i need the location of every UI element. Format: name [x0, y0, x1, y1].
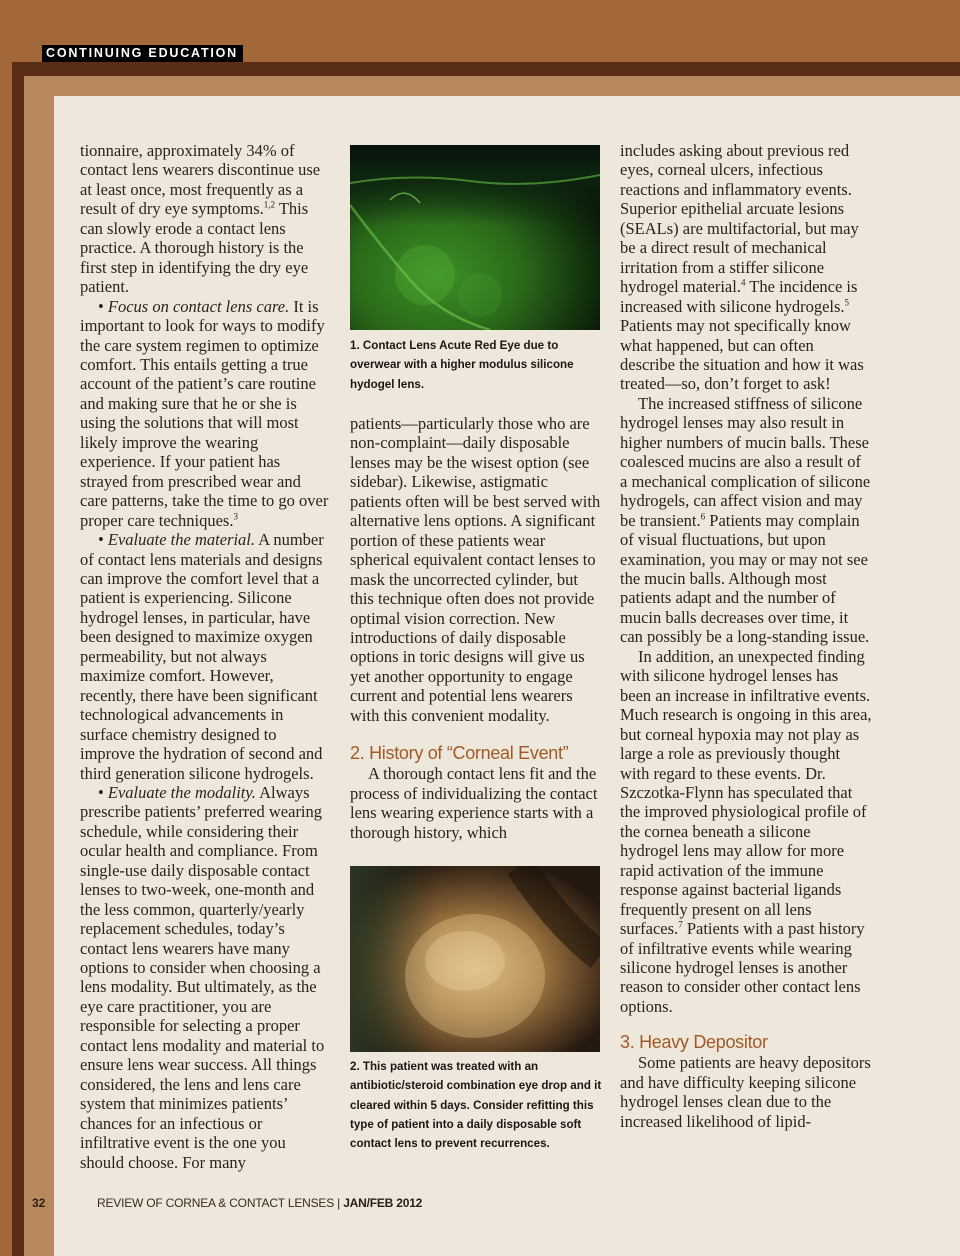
- article-column-middle: [350, 414, 602, 842]
- paragraph: patients—particularly those who are non-complaint—daily disposable lenses may be the wisest option (see sidebar). Likewise, astigmatic patients often will be best served with alternative lens options. A significant portion of these patients wear spherical equivalent contact lenses to mask the uncorrected cylinder, but this technique often does not provide optimal vision correction. New introductions of daily disposable options in toric designs will give us yet another opportunity to engage current and potential lens wearers with this convenient modality.: [350, 414, 601, 725]
- bullet-paragraph: • Focus on contact lens care. It is important to look for ways to modify the care system regimen to optimize comfort. This entails getting a true account of the patient’s care routine and making sure that he or she is using the solutions that will most likely improve the wearing experience. If your patient has strayed from prescribed wear and care patterns, take the time to go over proper care techniques.$^3$: [80, 296, 329, 530]
- figure-1-caption: 1. Contact Lens Acute Red Eye due to overwear with a higher modulus silicone hydogel lens.: [350, 339, 574, 391]
- paragraph: tionnaire, approximately 34% of contact lens wearers discontinue use at least once, most frequently as a result of dry eye symptoms.$^{1,2}$ This can slowly erode a contact lens practice. A thorough history is the first step in identifying the dry eye patient.: [80, 141, 321, 297]
- article-column-right: [620, 141, 872, 1131]
- fluorescein-eye-image: [350, 145, 600, 330]
- figure-1-photo: [350, 145, 600, 330]
- magazine-credit: REVIEW OF CORNEA & CONTACT LENSES | JAN/FEB 2012: [97, 1196, 423, 1210]
- paragraph: includes asking about previous red eyes, corneal ulcers, infectious reactions and inflammatory events. Superior epithelial arcuate lesions (SEALs) are multifactorial, but may be a direct result of mechanical irritation from a stiffer silicone hydrogel material.$^4$ The incidence is increased with silicone hydrogels.$^5$ Patients may not specifically know what happened, but can often describe the situation and how it was treated—so, don’t forget to ask!: [620, 141, 864, 394]
- bullet-lead: Focus on contact lens care.: [107, 296, 290, 316]
- section-heading: 2. History of “Corneal Event”: [350, 743, 569, 764]
- paragraph: Some patients are heavy depositors and have difficulty keeping silicone hydrogel lenses clean due to the increased likelihood of lipid-: [620, 1053, 871, 1131]
- paragraph: A thorough contact lens fit and the process of individualizing the contact lens wearing experience starts with a thorough history, which: [350, 764, 598, 842]
- bullet-paragraph: • Evaluate the modality. Always prescribe patients’ preferred wearing schedule, while considering their ocular health and compliance. From single-use daily disposable contact lenses to two-week, one-month and the less common, quarterly/yearly replacement schedules, today’s contact lens wearers have many options to consider when choosing a lens modality. But ultimately, as the eye care practitioner, you are responsible for selecting a proper contact lens modality and material to ensure lens wear success. All things considered, the lens and lens care system that minimizes patients’ chances for an infectious or infiltrative event is the one you should choose. For many: [80, 782, 325, 1172]
- paragraph: The increased stiffness of silicone hydrogel lenses may also result in higher numbers of mucin balls. These coalesced mucins are also a result of a mechanical complication of silicone hydrogels, can affect vision and may be transient.$^6$ Patients may complain of visual fluctuations, but upon examination, you may or may not see the mucin balls. Although most patients adapt and the number of mucin balls decreases over time, it can possibly be a long-standing issue.: [620, 393, 871, 647]
- paragraph: In addition, an unexpected finding with silicone hydrogel lenses has been an increase in infiltrative events. Much research is ongoing in this area, but corneal hypoxia may not play as large a role as previously thought with regard to these events. Dr. Szczotka-Flynn has speculated that the improved physiological profile of the cornea beneath a silicone hydrogel lens may allow for more rapid activation of the immune response against bacterial ligands frequently present on all lens surfaces.$^7$ Patients with a past history of infiltrative events while wearing silicone hydrogel lenses is another reason to consider other contact lens options.: [620, 646, 872, 1016]
- page-number: 32: [32, 1196, 46, 1210]
- bullet-lead: Evaluate the material.: [107, 530, 255, 550]
- figure-2-photo: [350, 866, 600, 1052]
- bullet-lead: Evaluate the modality.: [107, 782, 256, 802]
- issue-date: JAN/FEB 2012: [343, 1196, 423, 1210]
- slit-lamp-eye-image: [350, 866, 600, 1052]
- section-header: CONTINUING EDUCATION: [42, 45, 243, 62]
- page-footer: [0, 1194, 960, 1212]
- article-column-left: [80, 141, 330, 1172]
- figure-2-caption: 2. This patient was treated with an antibiotic/steroid combination eye drop and it cleared within 5 days. Consider refitting this type of patient into a daily disposable soft contact lens to prevent recurrences.: [350, 1060, 602, 1151]
- bullet-paragraph: • Evaluate the material. A number of contact lens materials and designs can improve the comfort level that a patient is experiencing. Silicone hydrogel lenses, in particular, have been designed to maximize oxygen permeability, but not always maximize comfort. However, recently, there have been significant technological advancements in surface chemistry designed to improve the hydration of second and third generation silicone hydrogels.: [80, 530, 324, 783]
- section-heading: 3. Heavy Depositor: [620, 1032, 768, 1053]
